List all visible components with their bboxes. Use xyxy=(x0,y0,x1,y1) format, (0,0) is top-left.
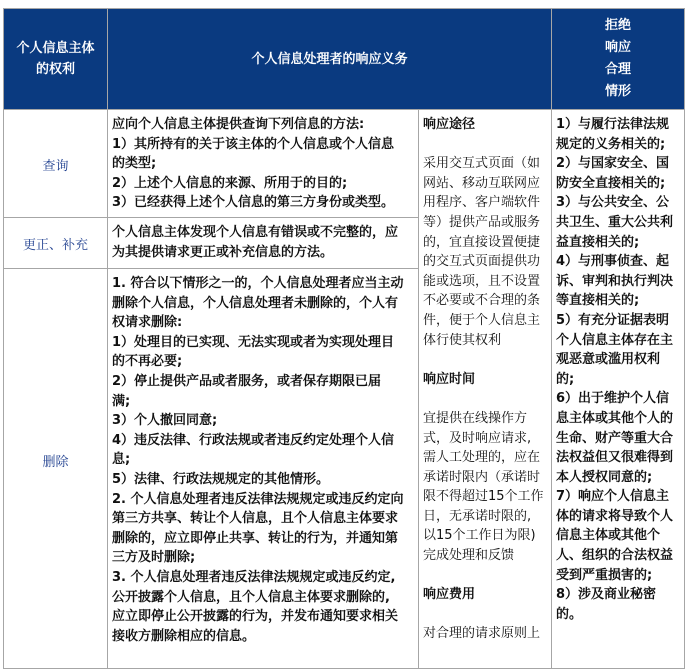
section-heading: 体的请求将导致个人 xyxy=(556,508,674,524)
text-line: 完成处理和反馈 xyxy=(423,548,515,564)
section-heading: 7）响应个人信息主 xyxy=(556,489,670,505)
section-heading: 的; xyxy=(556,371,575,387)
section-heading: 应立即停止公开披露的行为，并发布通知要求相关 xyxy=(112,609,399,625)
text-line: 对合理的请求原则上 xyxy=(423,626,541,642)
section-heading: 3）个人撤回同意; xyxy=(112,413,218,429)
section-heading: 6）出于维护个人信 xyxy=(556,391,670,407)
section-heading: 3. 个人信息处理者违反法律法规规定或违反约定, xyxy=(112,569,396,585)
section-heading: 3）已经获得上述个人信息的第三方身份或类型。 xyxy=(112,195,395,211)
text-line xyxy=(423,566,548,586)
text-line xyxy=(423,389,548,409)
right-delete: 删除 xyxy=(4,269,108,669)
text-line: 等）提供产品或服务 xyxy=(423,214,541,230)
text-line: 采用交互式页面（如 xyxy=(423,156,541,172)
section-heading: 4）违反法律、行政法规或者违反约定处理个人信 xyxy=(112,432,395,448)
section-heading: 信息主体或其他个 xyxy=(556,528,661,544)
section-heading: 个人信息主体发现个人信息有错误或不完整的，应 xyxy=(112,225,399,240)
section-heading: 本人授权同意的; xyxy=(556,469,653,485)
header-text: 响应 xyxy=(604,40,631,55)
section-heading: 为其提供请求更正或补充信息的方法。 xyxy=(112,244,334,260)
section-heading: 受到严重损害的; xyxy=(556,567,653,583)
section-heading: 人、组织的合法权益 xyxy=(556,548,674,564)
section-heading: 防安全直接相关的; xyxy=(556,175,666,191)
section-heading: 8）涉及商业秘密 xyxy=(556,587,657,603)
section-heading: 2）上述个人信息的来源、所用于的目的; xyxy=(112,175,348,191)
refusal-cases xyxy=(552,110,685,669)
section-heading: 三方及时删除; xyxy=(112,550,196,566)
section-heading: 1）处理目的已实现、无法实现或者为实现处理目 xyxy=(112,334,395,350)
section-heading: 应向个人信息主体提供查询下列信息的方法: xyxy=(112,117,365,132)
section-heading: 5）法律、行政法规规定的其他情形。 xyxy=(112,471,330,487)
right-correct: 更正、补充 xyxy=(4,218,108,269)
section-heading: 权请求删除: xyxy=(112,315,183,331)
section-heading: 满; xyxy=(112,393,131,409)
section-heading: 的类型; xyxy=(112,156,157,172)
duty-delete xyxy=(108,269,419,669)
text-line: 式，及时响应请求, xyxy=(423,430,532,446)
text-line xyxy=(423,605,548,625)
header-text: 合理 xyxy=(604,62,631,77)
header-refusal xyxy=(552,9,685,110)
text-line: 以15个工作日为限) xyxy=(423,528,536,544)
section-heading: 法权益但又很难得到 xyxy=(556,450,674,466)
text-line: 的，宜直接设置便捷 xyxy=(423,234,541,250)
section-heading: 1）与履行法律法规 xyxy=(556,117,670,132)
section-heading: 的不再必要; xyxy=(112,354,183,370)
text-line: 需人工处理的，应在 xyxy=(423,450,541,466)
text-line: 用程序、客户端软件 xyxy=(423,195,541,211)
response-requirements xyxy=(419,110,552,669)
section-heading: 公开披露个人信息，且个人信息主体要求删除的, xyxy=(112,589,390,605)
section-heading: 的。 xyxy=(556,606,583,622)
section-heading: 等直接相关的; xyxy=(556,293,640,309)
header-rights xyxy=(4,9,108,110)
duty-query xyxy=(108,110,419,218)
header-text: 个人信息主体 xyxy=(16,41,95,56)
text-line: 网站、移动互联网应 xyxy=(423,175,541,191)
section-heading: 1）其所持有的关于该主体的个人信息或个人信息 xyxy=(112,136,395,152)
section-heading: 2. 个人信息处理者违反法律法规规定或违反约定向 xyxy=(112,491,404,507)
section-heading: 2）停止提供产品或者服务，或者保存期限已届 xyxy=(112,373,382,389)
section-heading: 1. 符合以下情形之一的，个人信息处理者应当主动 xyxy=(112,276,404,291)
text-line xyxy=(423,350,548,370)
section-heading: 个人信息主体存在主 xyxy=(556,332,674,348)
text-line: 限不得超过15个工作 xyxy=(423,489,544,505)
right-query: 查询 xyxy=(4,110,108,218)
section-heading: 4）与刑事侦查、起 xyxy=(556,254,670,270)
section-heading: 息; xyxy=(112,452,131,468)
section-heading: 生命、财产等重大合 xyxy=(556,430,674,446)
text-line: 体行使其权利 xyxy=(423,332,502,348)
section-heading: 5）有充分证据表明 xyxy=(556,312,670,328)
header-text: 的权利 xyxy=(35,62,75,77)
section-heading: 3）与公共安全、公 xyxy=(556,195,670,211)
section-heading: 益直接相关的; xyxy=(556,234,640,250)
header-text: 情形 xyxy=(604,84,631,99)
section-heading: 共卫生、重大公共利 xyxy=(556,214,674,230)
section-heading: 删除个人信息，个人信息处理者未删除的，个人有 xyxy=(112,295,399,311)
section-heading: 响应费用 xyxy=(423,587,476,603)
text-line: 的交互式页面提供功 xyxy=(423,254,541,270)
section-heading: 响应时间 xyxy=(423,371,476,387)
section-heading: 观恶意或滥用权利 xyxy=(556,352,661,368)
rights-obligations-table xyxy=(3,8,685,669)
section-heading: 响应途径 xyxy=(423,117,476,132)
header-text: 拒绝 xyxy=(604,18,631,33)
text-line xyxy=(423,135,548,155)
section-heading: 诉、审判和执行判决 xyxy=(556,273,674,289)
section-heading: 删除的，应立即停止共享、转让的行为，并通知第 xyxy=(112,530,399,546)
section-heading: 第三方共享、转让个人信息，且个人信息主体要求 xyxy=(112,511,399,527)
text-line: 不必要或不合理的条 xyxy=(423,293,541,309)
text-line: 能或选项，且不设置 xyxy=(423,273,541,289)
section-heading: 2）与国家安全、国 xyxy=(556,156,670,172)
section-heading: 接收方删除相应的信息。 xyxy=(112,628,256,644)
header-obligations: 个人信息处理者的响应义务 xyxy=(108,9,552,110)
text-line: 宜提供在线操作方 xyxy=(423,410,528,426)
section-heading: 息主体或其他个人的 xyxy=(556,410,674,426)
section-heading: 规定的义务相关的; xyxy=(556,136,666,152)
text-line: 承诺时限内（承诺时 xyxy=(423,469,541,485)
text-line: 件，便于个人信息主 xyxy=(423,312,541,328)
text-line: 日，无承诺时限的, xyxy=(423,508,532,524)
duty-correct xyxy=(108,218,419,269)
